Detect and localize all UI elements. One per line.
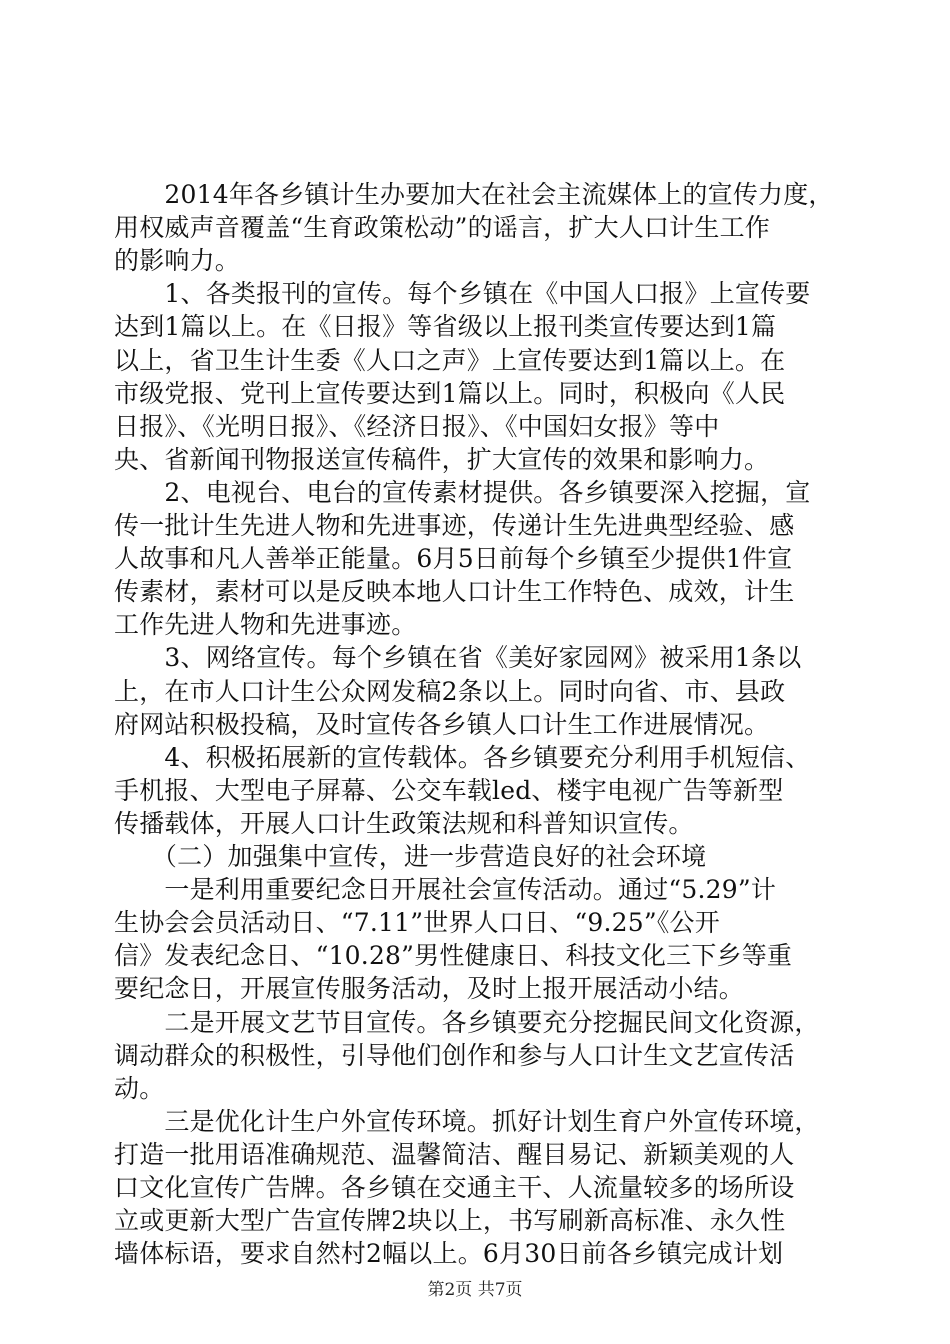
text-line: 调动群众的积极性，引导他们创作和参与人口计生文艺宣传活 — [114, 1040, 795, 1070]
page-footer: 第2页 共7页 — [427, 1280, 523, 1300]
text-line: 2014年各乡镇计生办要加大在社会主流媒体上的宣传力度， — [114, 180, 834, 209]
text-line: 立或更新大型广告宣传牌2块以上，书写刷新高标准、永久性 — [114, 1206, 786, 1236]
text-line: 传一批计生先进人物和先进事迹，传递计生先进典型经验、感 — [114, 511, 795, 540]
text-line: 3、网络宣传。每个乡镇在省《美好家园网》被采用1条以 — [114, 643, 802, 673]
text-line: 要纪念日，开展宣传服务活动，及时上报开展活动小结。 — [114, 974, 745, 1004]
text-line: 三是优化计生户外宣传环境。抓好计划生育户外宣传环境， — [114, 1106, 820, 1136]
text-line: 工作先进人物和先进事迹。 — [114, 610, 417, 640]
text-line: 市级党报、党刊上宣传要达到1篇以上。同时，积极向《人民 — [114, 378, 786, 408]
text-line: （二）加强集中宣传，进一步营造良好的社会环境 — [114, 842, 707, 871]
text-line: 一是利用重要纪念日开展社会宣传活动。通过“5.29”计 — [114, 875, 777, 905]
text-line: 府网站积极投稿，及时宣传各乡镇人口计生工作进展情况。 — [114, 709, 770, 739]
text-line: 达到1篇以上。在《日报》等省级以上报刊类宣传要达到1篇 — [114, 312, 777, 342]
text-line: 口文化宣传广告牌。各乡镇在交通主干、人流量较多的场所设 — [114, 1173, 795, 1202]
text-line: 生协会会员活动日、“7.11”世界人口日、“9.25”《公开 — [114, 908, 720, 938]
text-line: 传素材，素材可以是反映本地人口计生工作特色、成效，计生 — [114, 577, 795, 607]
text-line: 动。 — [114, 1073, 165, 1103]
text-line: 2、电视台、电台的宣传素材提供。各乡镇要深入挖掘，宣 — [114, 477, 811, 507]
text-line: 用权威声音覆盖“生育政策松动”的谣言，扩大人口计生工作 — [114, 213, 770, 243]
text-line: 信》发表纪念日、“10.28”男性健康日、科技文化三下乡等重 — [114, 941, 793, 971]
text-line: 1、各类报刊的宣传。每个乡镇在《中国人口报》上宣传要 — [114, 279, 811, 309]
text-line: 以上，省卫生计生委《人口之声》上宣传要达到1篇以上。在 — [114, 345, 786, 375]
text-line: 人故事和凡人善举正能量。6月5日前每个乡镇至少提供1件宣 — [114, 544, 793, 574]
text-line: 二是开展文艺节目宣传。各乡镇要充分挖掘民间文化资源， — [114, 1007, 820, 1037]
text-line: 4、积极拓展新的宣传载体。各乡镇要充分利用手机短信、 — [114, 742, 811, 772]
text-line: 打造一批用语准确规范、温馨简洁、醒目易记、新颖美观的人 — [114, 1139, 795, 1169]
text-line: 上，在市人口计生公众网发稿2条以上。同时向省、市、县政 — [114, 676, 786, 706]
text-line: 的影响力。 — [114, 246, 241, 276]
text-line: 传播载体，开展人口计生政策法规和科普知识宣传。 — [114, 808, 694, 838]
text-line: 墙体标语，要求自然村2幅以上。6月30日前各乡镇完成计划 — [114, 1239, 784, 1269]
text-line: 日报》、《光明日报》、《经济日报》、《中国妇女报》等中 — [114, 411, 720, 441]
text-line: 手机报、大型电子屏幕、公交车载led、楼宇电视广告等新型 — [114, 775, 784, 805]
text-line: 央、省新闻刊物报送宣传稿件，扩大宣传的效果和影响力。 — [114, 444, 770, 474]
